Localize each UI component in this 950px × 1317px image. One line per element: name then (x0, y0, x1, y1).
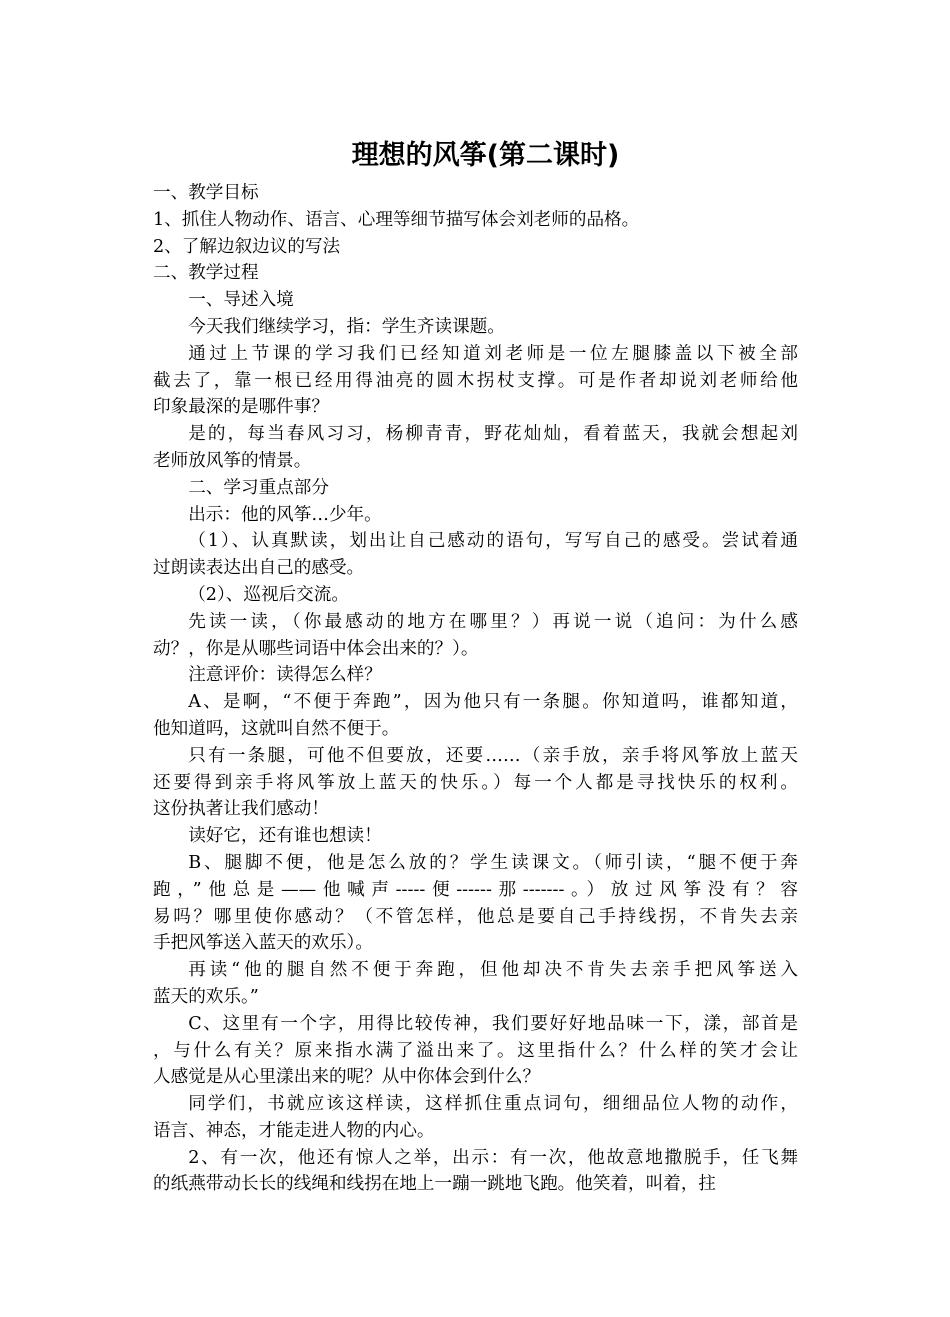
paragraph-line: 先读一读，（你最感动的地方在哪里？）再说一说（追问：为什么感 (188, 611, 798, 632)
body-paragraph (153, 850, 798, 957)
body-paragraph (153, 421, 798, 475)
paragraph-line: 语言、神态，才能走进人物的内心。 (153, 1120, 435, 1141)
heading-line: 2、了解边叙边议的写法 (153, 236, 341, 257)
paragraph-line: 的纸燕带动长长的线绳和线拐在地上一蹦一跳地飞跑。他笑着，叫着，拄 (153, 1174, 717, 1195)
paragraph-line: 人感觉是从心里漾出来的呢？从中你体会到什么？ (153, 1067, 541, 1088)
section-line: 出示：他的风筝…少年。 (188, 504, 382, 525)
paragraph-line: 截去了，靠一根已经用得油亮的圆木拐杖支撑。可是作者却说刘老师给他 (153, 370, 798, 391)
document-page (153, 134, 798, 1198)
paragraph-line: 还要得到亲手将风筝放上蓝天的快乐。）每一个人都是寻找快乐的权利。 (153, 772, 798, 793)
document-body (153, 180, 798, 1198)
body-paragraph (153, 1145, 798, 1199)
section-line: 读好它，还有谁也想读！ (188, 826, 382, 847)
body-paragraph (153, 528, 798, 582)
paragraph-line: 2、有一次，他还有惊人之举，出示：有一次，他故意地撒脱手，任飞舞 (188, 1147, 798, 1168)
paragraph-line: 同学们，书就应该这样读，这样抓住重点词句，细细品位人物的动作， (188, 1094, 798, 1115)
section-line: 注意评价：读得怎么样？ (188, 665, 382, 686)
paragraph-line: 他知道吗，这就叫自然不便于。 (153, 718, 400, 739)
paragraph-line: 只有一条腿，可他不但要放，还要……（亲手放，亲手将风筝放上蓝天 (188, 745, 798, 766)
heading-line: 一、教学目标 (153, 183, 259, 203)
body-paragraph (153, 743, 798, 823)
paragraph-line: 再读“他的腿自然不便于奔跑，但他却决不肯失去亲手把风筝送入 (188, 960, 798, 981)
paragraph-line: 蓝天的欢乐。” (153, 986, 259, 1007)
section-line: 今天我们继续学习，指：学生齐读课题。 (188, 316, 505, 337)
paragraph-line: 手把风筝送入蓝天的欢乐）。 (153, 933, 373, 954)
paragraph-line: （1）、认真默读，划出让自己感动的语句，写写自己的感受。尝试着通 (188, 531, 798, 552)
body-paragraph (153, 689, 798, 743)
paragraph-line: 这份执著让我们感动！ (153, 799, 329, 820)
paragraph-line: ，与什么有关？原来指水满了溢出来了。这里指什么？什么样的笑才会让 (153, 1040, 798, 1061)
section-line: （2）、巡视后交流。 (188, 584, 349, 605)
paragraph-line: C、这里有一个字，用得比较传神，我们要好好地品味一下，漾，部首是 (188, 1013, 798, 1034)
body-paragraph (153, 957, 798, 1011)
body-paragraph (153, 341, 798, 421)
paragraph-line: 通过上节课的学习我们已经知道刘老师是一位左腿膝盖以下被全部 (188, 343, 798, 364)
paragraph-line: 动？，你是从哪些词语中体会出来的？）。 (153, 638, 479, 659)
body-paragraph (153, 1011, 798, 1091)
body-paragraph (153, 1091, 798, 1145)
paragraph-line: 老师放风筝的情景。 (153, 450, 312, 471)
paragraph-line: 过朗读表达出自己的感受。 (153, 558, 365, 579)
section-line: 二、学习重点部分 (188, 477, 329, 498)
body-paragraph (153, 609, 798, 663)
paragraph-line: A、是啊，“不便于奔跑”，因为他只有一条腿。你知道吗，谁都知道， (188, 692, 798, 713)
paragraph-line: 是的，每当春风习习，杨柳青青，野花灿灿，看着蓝天，我就会想起刘 (188, 424, 798, 445)
section-line: 一、导述入境 (188, 290, 294, 311)
heading-line: 1、抓住人物动作、语言、心理等细节描写体会刘老师的品格。 (153, 209, 640, 230)
paragraph-line: 印象最深的是哪件事？ (153, 397, 329, 418)
paragraph-line: 易吗？哪里使你感动？（不管怎样，他总是要自己手持线拐，不肯失去亲 (153, 906, 798, 927)
paragraph-line: 跑，”他总是——他喊声-----便------那-------。）放过风筝没有？容 (153, 879, 798, 900)
document-title: 理想的风筝(第二课时) (351, 140, 620, 171)
heading-line: 二、教学过程 (153, 263, 259, 284)
paragraph-line: B、腿脚不便，他是怎么放的？学生读课文。（师引读，“腿不便于奔 (188, 852, 798, 873)
